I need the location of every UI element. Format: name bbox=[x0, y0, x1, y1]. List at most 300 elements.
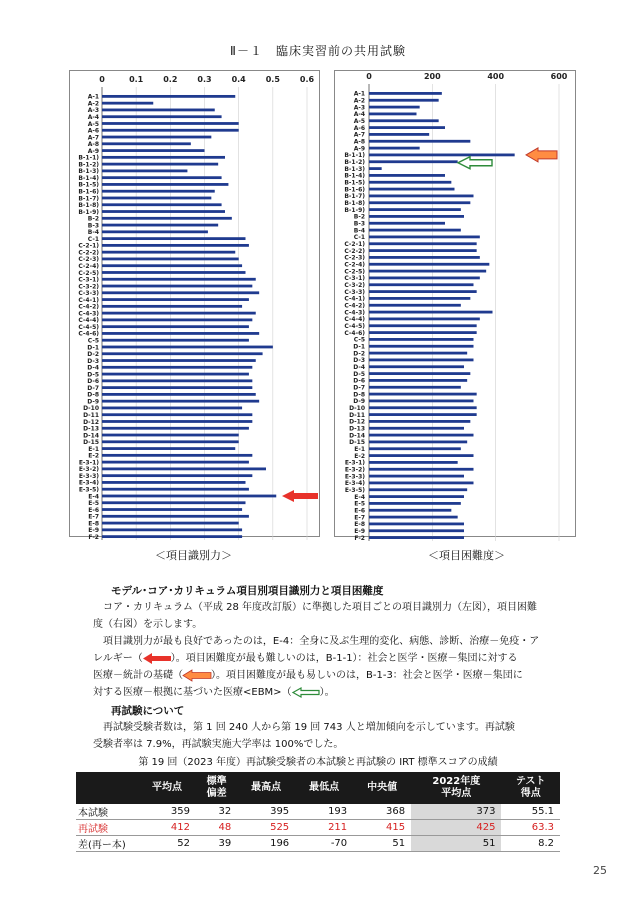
category-label: D-3 bbox=[353, 357, 365, 365]
discrimination-chart-svg bbox=[70, 71, 319, 541]
caption-discrimination: ＜項目識別力＞ bbox=[155, 549, 232, 562]
category-label: D-8 bbox=[353, 391, 365, 399]
bar bbox=[102, 434, 239, 437]
category-label: A-8 bbox=[353, 138, 365, 146]
bar bbox=[369, 502, 461, 505]
table-cell: 55.1 bbox=[501, 804, 560, 820]
bar bbox=[369, 447, 461, 450]
bar bbox=[102, 332, 259, 335]
body-line bbox=[93, 684, 581, 701]
category-label: C-2-3) bbox=[78, 256, 99, 264]
bar bbox=[369, 263, 489, 266]
category-label: A-2 bbox=[353, 97, 365, 105]
bar bbox=[102, 474, 252, 477]
table-cell: 196 bbox=[237, 836, 295, 852]
bar bbox=[102, 136, 211, 139]
section-heading-core-curriculum: モデル･コア･カリキュラム項目別項目識別力と項目困難度 bbox=[111, 585, 384, 597]
category-label: A-7 bbox=[353, 131, 365, 139]
bar bbox=[369, 297, 470, 300]
bar bbox=[369, 283, 474, 286]
bar bbox=[369, 468, 474, 471]
bar bbox=[102, 454, 252, 457]
category-label: E-5 bbox=[354, 500, 365, 508]
bar bbox=[369, 434, 474, 437]
category-label: D-7 bbox=[353, 384, 365, 392]
bar bbox=[369, 345, 474, 348]
bar bbox=[102, 197, 211, 200]
bar bbox=[369, 400, 474, 403]
table-cell: 52 bbox=[138, 836, 196, 852]
bar bbox=[102, 488, 249, 491]
category-label: E-1 bbox=[88, 445, 99, 453]
bar bbox=[369, 208, 461, 211]
category-label: B-2 bbox=[353, 213, 365, 221]
category-label: C-4-6) bbox=[344, 329, 365, 337]
body-line bbox=[93, 650, 581, 667]
category-label: A-5 bbox=[353, 118, 365, 126]
bar bbox=[369, 195, 474, 198]
table-cell: 39 bbox=[196, 836, 237, 852]
bar bbox=[369, 154, 515, 157]
bar bbox=[102, 420, 252, 423]
bar bbox=[369, 113, 417, 116]
section-heading-retest: 再試験について bbox=[111, 705, 185, 717]
bar bbox=[369, 277, 480, 280]
table-cell: -70 bbox=[295, 836, 353, 852]
bar bbox=[369, 147, 420, 150]
category-label: D-1 bbox=[87, 344, 99, 352]
bar bbox=[369, 338, 474, 341]
category-label: E-3-4) bbox=[344, 480, 365, 488]
category-label: B-1-1) bbox=[344, 152, 365, 160]
table-header-cell: 中央値 bbox=[353, 772, 411, 804]
bar bbox=[102, 393, 256, 396]
category-label: E-8 bbox=[354, 521, 365, 529]
category-label: B-3 bbox=[87, 222, 99, 230]
bar bbox=[102, 386, 252, 389]
category-label: D-7 bbox=[87, 384, 99, 392]
category-label: E-3-1) bbox=[344, 459, 365, 467]
table-cell: 51 bbox=[353, 836, 411, 852]
tick-label: 0.5 bbox=[265, 75, 280, 84]
category-label: A-2 bbox=[87, 100, 99, 108]
bar bbox=[369, 413, 477, 416]
bar bbox=[369, 441, 467, 444]
category-label: C-4-2) bbox=[78, 303, 99, 311]
caption-difficulty: ＜項目困難度＞ bbox=[428, 549, 505, 562]
table-cell: 373 bbox=[411, 804, 501, 820]
bar bbox=[102, 278, 256, 281]
page-title: Ⅱ－１ 臨床実習前の共用試験 bbox=[230, 44, 406, 58]
table-header-cell: 2022年度 平均点 bbox=[411, 772, 501, 804]
category-label: B-1-5) bbox=[344, 179, 365, 187]
bar bbox=[369, 365, 464, 368]
category-label: A-9 bbox=[87, 147, 99, 155]
category-label: B-1-3) bbox=[78, 168, 99, 176]
bar bbox=[369, 523, 464, 526]
discrimination-chart bbox=[69, 70, 320, 541]
body-line: コア・カリキュラム（平成 28 年度改訂版）に準拠した項目ごとの項目識別力（左図），項目困難 bbox=[103, 602, 537, 613]
body-text: 対する医療－根拠に基づいた医療<EBM>（ bbox=[93, 687, 292, 698]
category-label: C-4-4) bbox=[78, 317, 99, 325]
bar bbox=[369, 311, 493, 314]
category-label: E-9 bbox=[354, 528, 365, 536]
category-label: D-10 bbox=[349, 405, 365, 413]
bar bbox=[369, 393, 477, 396]
category-label: B-1-3) bbox=[344, 165, 365, 173]
category-label: E-2 bbox=[88, 452, 99, 460]
category-label: B-1-4) bbox=[78, 174, 99, 182]
category-label: A-4 bbox=[87, 114, 99, 122]
bar bbox=[102, 352, 263, 355]
category-label: B-1-5) bbox=[78, 181, 99, 189]
category-label: A-8 bbox=[87, 141, 99, 149]
bar bbox=[369, 140, 470, 143]
bar bbox=[102, 508, 242, 511]
table-cell: 368 bbox=[353, 804, 411, 820]
category-label: B-1-7) bbox=[78, 195, 99, 203]
bar bbox=[369, 482, 474, 485]
green-arrow-icon bbox=[292, 687, 320, 698]
bar bbox=[102, 291, 259, 294]
bar bbox=[102, 183, 228, 186]
bar bbox=[369, 99, 439, 102]
table-cell: 211 bbox=[295, 820, 353, 836]
bar bbox=[102, 203, 222, 206]
bar bbox=[102, 339, 249, 342]
tick-label: 0.6 bbox=[299, 75, 315, 84]
bar bbox=[369, 201, 470, 204]
bar bbox=[102, 379, 252, 382]
table-header-cell bbox=[76, 772, 138, 804]
bar bbox=[369, 536, 464, 539]
bar bbox=[102, 373, 249, 376]
category-label: D-2 bbox=[353, 350, 365, 358]
bar bbox=[369, 236, 480, 239]
bar bbox=[102, 224, 218, 227]
bar bbox=[102, 122, 239, 125]
category-label: D-15 bbox=[349, 439, 365, 447]
bar bbox=[369, 215, 464, 218]
tick-label: 0.4 bbox=[231, 75, 246, 84]
bar bbox=[369, 488, 467, 491]
body-line: 受験者率は 7.9%，再試験実施大学率は 100%でした。 bbox=[93, 739, 344, 750]
table-row bbox=[76, 820, 560, 836]
category-label: E-5 bbox=[88, 500, 99, 508]
green-arrow-icon bbox=[458, 157, 492, 169]
category-label: B-3 bbox=[353, 220, 365, 228]
category-label: E-7 bbox=[354, 514, 365, 522]
bar bbox=[102, 312, 256, 315]
category-label: C-4-2) bbox=[344, 302, 365, 310]
score-table bbox=[76, 772, 560, 852]
category-label: D-12 bbox=[349, 418, 365, 426]
table-row bbox=[76, 836, 560, 852]
tick-label: 0.3 bbox=[197, 75, 212, 84]
category-label: C-2-3) bbox=[344, 254, 365, 262]
category-label: C-4-3) bbox=[78, 310, 99, 318]
bar bbox=[369, 133, 429, 136]
category-label: C-5 bbox=[87, 337, 99, 345]
category-label: E-8 bbox=[88, 520, 99, 528]
bar bbox=[102, 515, 249, 518]
category-label: C-3-3) bbox=[78, 290, 99, 298]
category-label: C-2-1) bbox=[344, 241, 365, 249]
difficulty-chart-svg bbox=[335, 71, 575, 542]
category-label: B-4 bbox=[353, 227, 365, 235]
category-label: C-4-5) bbox=[78, 323, 99, 331]
body-text: ）。項目困難度が最も難しいのは，B-1-1）：社会と医学・医療－集団に対する bbox=[170, 653, 518, 664]
bar bbox=[369, 352, 467, 355]
row-label: 差(再ー本) bbox=[76, 836, 138, 852]
page-number: 25 bbox=[593, 864, 607, 877]
category-label: D-12 bbox=[83, 418, 99, 426]
category-label: B-1-8) bbox=[78, 202, 99, 210]
bar bbox=[102, 427, 249, 430]
bar bbox=[102, 271, 246, 274]
bar bbox=[369, 119, 439, 122]
bar bbox=[102, 528, 242, 531]
bar bbox=[102, 129, 239, 132]
bar bbox=[102, 258, 239, 261]
bar bbox=[369, 461, 458, 464]
category-label: E-1 bbox=[354, 446, 365, 454]
bar bbox=[102, 142, 191, 145]
table-cell: 8.2 bbox=[501, 836, 560, 852]
table-row bbox=[76, 804, 560, 820]
category-label: D-9 bbox=[353, 398, 365, 406]
bar bbox=[102, 305, 242, 308]
bar bbox=[102, 495, 276, 498]
category-label: B-1-9) bbox=[78, 208, 99, 216]
bar bbox=[102, 467, 266, 470]
category-label: D-5 bbox=[353, 370, 365, 378]
category-label: C-2-5) bbox=[344, 268, 365, 276]
bar bbox=[102, 359, 256, 362]
tick-label: 200 bbox=[423, 72, 441, 81]
table-header-row bbox=[76, 772, 560, 804]
bar bbox=[369, 92, 442, 95]
table-header-cell: 標準 偏差 bbox=[196, 772, 237, 804]
body-line: 項目識別力が最も良好であったのは，E-4：全身に及ぶ生理的変化、病態、診断、治療－免疫・ア bbox=[103, 636, 540, 647]
bar bbox=[369, 160, 458, 163]
category-label: B-1-1) bbox=[78, 154, 99, 162]
category-label: B-1-9) bbox=[344, 206, 365, 214]
bar bbox=[102, 163, 218, 166]
category-label: D-10 bbox=[83, 405, 99, 413]
table-title: 第 19 回（2023 年度）再試験受験者の本試験と再試験の IRT 標準スコアの成績 bbox=[138, 757, 498, 768]
category-label: E-7 bbox=[88, 513, 99, 521]
category-label: B-4 bbox=[87, 229, 99, 237]
bar bbox=[102, 407, 242, 410]
category-label: E-3-5) bbox=[344, 487, 365, 495]
category-label: E-9 bbox=[88, 527, 99, 535]
category-label: F-2 bbox=[88, 533, 99, 541]
body-line: 度（右図）を示します。 bbox=[93, 619, 203, 630]
table-header-cell: 最低点 bbox=[295, 772, 353, 804]
category-label: E-6 bbox=[88, 506, 99, 514]
bar bbox=[102, 156, 225, 159]
category-label: D-8 bbox=[87, 391, 99, 399]
category-label: C-3-2) bbox=[344, 282, 365, 290]
bar bbox=[102, 169, 187, 172]
bar bbox=[102, 244, 249, 247]
bar bbox=[102, 501, 246, 504]
category-label: B-1-8) bbox=[344, 200, 365, 208]
bar bbox=[369, 529, 464, 532]
category-label: A-9 bbox=[353, 145, 365, 153]
bar bbox=[369, 290, 477, 293]
bar bbox=[102, 400, 259, 403]
category-label: C-2-2) bbox=[344, 247, 365, 255]
category-label: B-1-7) bbox=[344, 193, 365, 201]
category-label: B-1-6) bbox=[78, 188, 99, 196]
category-label: D-11 bbox=[83, 412, 99, 420]
category-label: C-4-4) bbox=[344, 316, 365, 324]
bar bbox=[369, 304, 461, 307]
category-label: E-3-1) bbox=[78, 459, 99, 467]
category-label: D-6 bbox=[87, 378, 99, 386]
bar bbox=[369, 406, 477, 409]
category-label: B-1-2) bbox=[78, 161, 99, 169]
bar bbox=[369, 106, 420, 109]
bar bbox=[369, 420, 470, 423]
category-label: C-2-4) bbox=[344, 261, 365, 269]
tick-label: 600 bbox=[550, 72, 568, 81]
section-body-retest bbox=[93, 719, 581, 753]
bar bbox=[369, 386, 461, 389]
bar bbox=[102, 447, 235, 450]
table-cell: 63.3 bbox=[501, 820, 560, 836]
bar bbox=[102, 535, 242, 538]
category-label: B-1-6) bbox=[344, 186, 365, 194]
table-cell: 51 bbox=[411, 836, 501, 852]
tick-label: 0.2 bbox=[163, 75, 178, 84]
tick-label: 400 bbox=[487, 72, 505, 81]
bar bbox=[369, 516, 458, 519]
bar bbox=[369, 256, 480, 259]
bar bbox=[102, 522, 239, 525]
bar bbox=[102, 264, 242, 267]
body-line: 再試験受験者数は，第 1 回 240 人から第 19 回 743 人と増加傾向を示しています。再試験 bbox=[103, 722, 515, 733]
category-label: A-6 bbox=[87, 127, 99, 135]
row-label: 再試験 bbox=[76, 820, 138, 836]
category-label: D-15 bbox=[83, 439, 99, 447]
bar bbox=[369, 331, 477, 334]
category-label: A-3 bbox=[87, 107, 99, 115]
category-label: C-3-2) bbox=[78, 283, 99, 291]
bar bbox=[369, 427, 464, 430]
bar bbox=[369, 181, 451, 184]
category-label: D-13 bbox=[349, 425, 365, 433]
bar bbox=[102, 461, 249, 464]
bar bbox=[102, 210, 225, 213]
bar bbox=[369, 495, 464, 498]
category-label: B-2 bbox=[87, 215, 99, 223]
bar bbox=[102, 149, 205, 152]
bar bbox=[102, 366, 252, 369]
tick-label: 0.1 bbox=[129, 75, 144, 84]
table-cell: 412 bbox=[138, 820, 196, 836]
category-label: C-2-1) bbox=[78, 242, 99, 250]
table-header-cell: 最高点 bbox=[237, 772, 295, 804]
bar bbox=[102, 190, 215, 193]
category-label: E-3-2) bbox=[344, 466, 365, 474]
category-label: C-3-1) bbox=[78, 276, 99, 284]
bar bbox=[102, 481, 246, 484]
category-label: D-6 bbox=[353, 377, 365, 385]
category-label: D-11 bbox=[349, 411, 365, 419]
category-label: C-5 bbox=[353, 336, 365, 344]
bar bbox=[369, 229, 461, 232]
category-label: E-2 bbox=[354, 452, 365, 460]
body-line bbox=[93, 667, 581, 684]
category-label: D-4 bbox=[353, 364, 365, 372]
category-label: D-13 bbox=[83, 425, 99, 433]
tick-label: 0 bbox=[366, 72, 372, 81]
category-label: B-1-4) bbox=[344, 172, 365, 180]
category-label: E-4 bbox=[354, 493, 365, 501]
highlight-arrow-icon bbox=[183, 670, 211, 681]
bar bbox=[102, 346, 273, 349]
category-label: E-3-3) bbox=[78, 472, 99, 480]
category-label: A-5 bbox=[87, 120, 99, 128]
tick-label: 0 bbox=[99, 75, 105, 84]
category-label: C-3-3) bbox=[344, 288, 365, 296]
category-label: A-7 bbox=[87, 134, 99, 142]
bar bbox=[369, 249, 477, 252]
body-text: ）。 bbox=[319, 687, 335, 698]
table-cell: 48 bbox=[196, 820, 237, 836]
category-label: A-6 bbox=[353, 124, 365, 132]
bar bbox=[102, 230, 208, 233]
bar bbox=[369, 174, 445, 177]
table-cell: 525 bbox=[237, 820, 295, 836]
table-cell: 193 bbox=[295, 804, 353, 820]
category-label: E-6 bbox=[354, 507, 365, 515]
category-label: F-2 bbox=[354, 534, 365, 542]
category-label: C-1 bbox=[87, 235, 99, 243]
bar bbox=[102, 237, 246, 240]
table-cell: 395 bbox=[237, 804, 295, 820]
table-header-cell: テスト 得点 bbox=[501, 772, 560, 804]
row-label: 本試験 bbox=[76, 804, 138, 820]
table-cell: 32 bbox=[196, 804, 237, 820]
bar bbox=[369, 167, 382, 170]
category-label: D-14 bbox=[349, 432, 365, 440]
bar bbox=[369, 270, 486, 273]
table-cell: 425 bbox=[411, 820, 501, 836]
category-label: D-9 bbox=[87, 398, 99, 406]
bar bbox=[369, 475, 464, 478]
section-body-core-curriculum bbox=[93, 599, 581, 701]
bar bbox=[102, 251, 235, 254]
table-header-cell: 平均点 bbox=[138, 772, 196, 804]
bar bbox=[369, 318, 480, 321]
bar bbox=[102, 217, 232, 220]
category-label: E-3-3) bbox=[344, 473, 365, 481]
highlight-arrow-icon bbox=[526, 148, 557, 162]
category-label: A-3 bbox=[353, 104, 365, 112]
category-label: D-14 bbox=[83, 432, 99, 440]
bar bbox=[369, 379, 467, 382]
category-label: C-2-4) bbox=[78, 263, 99, 271]
bar bbox=[102, 95, 235, 98]
bar bbox=[369, 509, 451, 512]
bar bbox=[369, 372, 470, 375]
category-label: C-4-3) bbox=[344, 309, 365, 317]
category-label: B-1-2) bbox=[344, 159, 365, 167]
